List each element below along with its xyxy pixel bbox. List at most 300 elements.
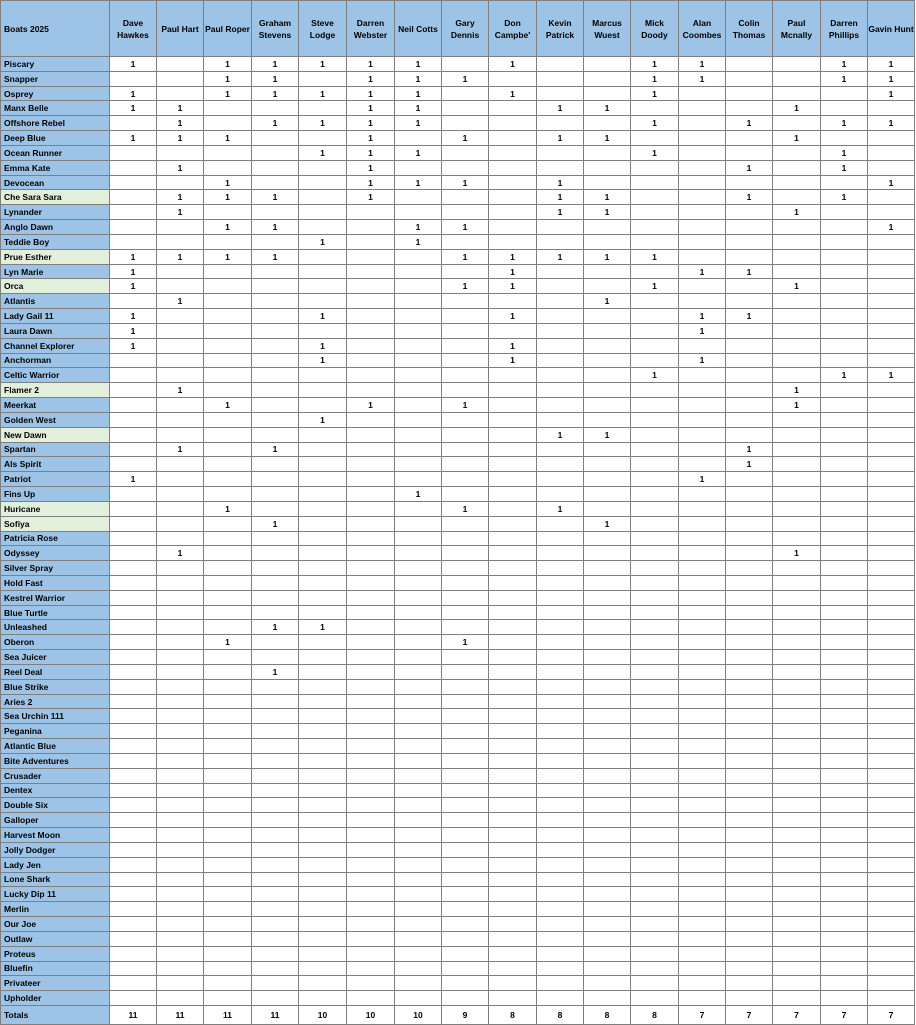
table-cell[interactable] <box>110 368 157 383</box>
table-cell[interactable] <box>157 991 204 1006</box>
table-cell[interactable] <box>584 353 631 368</box>
table-cell[interactable] <box>821 635 868 650</box>
table-cell[interactable] <box>726 991 773 1006</box>
table-cell[interactable] <box>584 531 631 546</box>
table-cell[interactable] <box>631 575 679 590</box>
boat-name-cell[interactable]: Deep Blue <box>1 131 110 146</box>
table-cell[interactable] <box>679 338 726 353</box>
table-cell[interactable] <box>157 709 204 724</box>
table-cell[interactable] <box>679 664 726 679</box>
table-cell[interactable] <box>110 679 157 694</box>
table-cell[interactable] <box>204 442 252 457</box>
table-cell[interactable] <box>489 368 537 383</box>
table-cell[interactable] <box>395 768 442 783</box>
table-cell[interactable] <box>773 412 821 427</box>
table-cell[interactable] <box>157 976 204 991</box>
table-cell[interactable]: 1 <box>537 427 584 442</box>
table-cell[interactable]: 1 <box>726 442 773 457</box>
table-cell[interactable] <box>868 442 915 457</box>
table-cell[interactable] <box>821 501 868 516</box>
table-cell[interactable] <box>537 57 584 72</box>
table-cell[interactable] <box>489 961 537 976</box>
table-cell[interactable] <box>726 605 773 620</box>
table-cell[interactable] <box>347 679 395 694</box>
table-cell[interactable]: 1 <box>584 101 631 116</box>
table-cell[interactable] <box>537 531 584 546</box>
table-cell[interactable] <box>631 857 679 872</box>
table-cell[interactable] <box>347 872 395 887</box>
table-cell[interactable] <box>204 679 252 694</box>
table-cell[interactable] <box>157 842 204 857</box>
table-cell[interactable]: 1 <box>631 279 679 294</box>
table-cell[interactable] <box>821 131 868 146</box>
table-cell[interactable] <box>489 635 537 650</box>
table-cell[interactable] <box>299 131 347 146</box>
column-header-skipper[interactable]: Don Campbe' <box>489 1 537 57</box>
table-cell[interactable] <box>252 338 299 353</box>
table-cell[interactable] <box>395 961 442 976</box>
table-cell[interactable] <box>252 101 299 116</box>
table-cell[interactable] <box>110 160 157 175</box>
table-cell[interactable] <box>584 323 631 338</box>
table-cell[interactable] <box>584 86 631 101</box>
table-cell[interactable]: 1 <box>537 190 584 205</box>
table-cell[interactable] <box>347 650 395 665</box>
table-cell[interactable] <box>868 650 915 665</box>
table-cell[interactable] <box>868 398 915 413</box>
table-cell[interactable] <box>204 457 252 472</box>
table-cell[interactable] <box>299 917 347 932</box>
table-cell[interactable] <box>395 442 442 457</box>
table-cell[interactable] <box>726 561 773 576</box>
table-cell[interactable]: 1 <box>110 279 157 294</box>
table-cell[interactable] <box>204 605 252 620</box>
table-cell[interactable] <box>584 561 631 576</box>
table-cell[interactable] <box>868 902 915 917</box>
table-cell[interactable] <box>442 694 489 709</box>
table-cell[interactable] <box>110 813 157 828</box>
table-cell[interactable] <box>868 709 915 724</box>
boat-name-cell[interactable]: Spartan <box>1 442 110 457</box>
table-cell[interactable] <box>489 220 537 235</box>
table-cell[interactable] <box>631 976 679 991</box>
table-cell[interactable] <box>442 931 489 946</box>
table-cell[interactable]: 1 <box>204 249 252 264</box>
table-cell[interactable] <box>631 546 679 561</box>
table-cell[interactable]: 1 <box>868 71 915 86</box>
boat-name-cell[interactable]: Jolly Dodger <box>1 842 110 857</box>
table-cell[interactable] <box>252 561 299 576</box>
table-cell[interactable] <box>157 71 204 86</box>
table-cell[interactable] <box>252 175 299 190</box>
table-cell[interactable]: 1 <box>868 116 915 131</box>
table-cell[interactable] <box>584 739 631 754</box>
table-cell[interactable]: 1 <box>773 101 821 116</box>
table-cell[interactable] <box>489 872 537 887</box>
table-cell[interactable] <box>204 205 252 220</box>
table-cell[interactable] <box>157 353 204 368</box>
table-cell[interactable]: 1 <box>252 220 299 235</box>
table-cell[interactable] <box>299 383 347 398</box>
table-cell[interactable] <box>110 190 157 205</box>
table-cell[interactable]: 1 <box>395 487 442 502</box>
table-cell[interactable] <box>204 709 252 724</box>
table-cell[interactable] <box>347 338 395 353</box>
table-cell[interactable] <box>489 783 537 798</box>
table-cell[interactable]: 1 <box>537 249 584 264</box>
boat-name-cell[interactable]: Patricia Rose <box>1 531 110 546</box>
table-cell[interactable] <box>204 234 252 249</box>
table-cell[interactable] <box>395 798 442 813</box>
table-cell[interactable] <box>631 383 679 398</box>
table-cell[interactable]: 1 <box>489 279 537 294</box>
table-cell[interactable] <box>442 664 489 679</box>
table-cell[interactable] <box>868 635 915 650</box>
table-cell[interactable] <box>537 887 584 902</box>
table-cell[interactable] <box>584 991 631 1006</box>
table-cell[interactable]: 1 <box>347 131 395 146</box>
table-cell[interactable] <box>299 783 347 798</box>
table-cell[interactable] <box>679 783 726 798</box>
table-cell[interactable]: 1 <box>631 86 679 101</box>
boat-name-cell[interactable]: Anglo Dawn <box>1 220 110 235</box>
table-cell[interactable] <box>537 694 584 709</box>
table-cell[interactable]: 1 <box>395 57 442 72</box>
table-cell[interactable] <box>584 442 631 457</box>
table-cell[interactable] <box>489 427 537 442</box>
table-cell[interactable]: 1 <box>442 398 489 413</box>
table-cell[interactable] <box>726 131 773 146</box>
table-cell[interactable] <box>537 724 584 739</box>
table-cell[interactable] <box>347 383 395 398</box>
table-cell[interactable] <box>868 768 915 783</box>
table-cell[interactable] <box>157 145 204 160</box>
boat-name-cell[interactable]: Channel Explorer <box>1 338 110 353</box>
table-cell[interactable] <box>679 753 726 768</box>
total-cell[interactable]: 7 <box>679 1006 726 1025</box>
table-cell[interactable] <box>347 546 395 561</box>
table-cell[interactable] <box>442 709 489 724</box>
table-cell[interactable] <box>395 353 442 368</box>
table-cell[interactable]: 1 <box>395 101 442 116</box>
table-cell[interactable] <box>726 961 773 976</box>
table-cell[interactable] <box>773 472 821 487</box>
table-cell[interactable] <box>157 86 204 101</box>
table-cell[interactable] <box>395 516 442 531</box>
table-cell[interactable] <box>726 487 773 502</box>
table-cell[interactable] <box>110 739 157 754</box>
table-cell[interactable] <box>347 887 395 902</box>
table-cell[interactable] <box>395 398 442 413</box>
table-cell[interactable] <box>252 887 299 902</box>
table-cell[interactable] <box>110 872 157 887</box>
table-cell[interactable] <box>204 768 252 783</box>
table-cell[interactable] <box>299 472 347 487</box>
table-cell[interactable] <box>726 798 773 813</box>
table-cell[interactable] <box>631 753 679 768</box>
table-cell[interactable] <box>395 531 442 546</box>
table-cell[interactable] <box>537 650 584 665</box>
table-cell[interactable] <box>442 516 489 531</box>
table-cell[interactable] <box>679 190 726 205</box>
table-cell[interactable] <box>110 976 157 991</box>
table-cell[interactable] <box>631 205 679 220</box>
boat-name-cell[interactable]: Prue Esther <box>1 249 110 264</box>
table-cell[interactable] <box>821 220 868 235</box>
table-cell[interactable] <box>584 798 631 813</box>
table-cell[interactable] <box>157 279 204 294</box>
table-cell[interactable] <box>489 190 537 205</box>
table-cell[interactable] <box>252 234 299 249</box>
table-cell[interactable] <box>395 650 442 665</box>
column-header-skipper[interactable]: Marcus Wuest <box>584 1 631 57</box>
table-cell[interactable] <box>347 531 395 546</box>
table-cell[interactable] <box>773 902 821 917</box>
table-cell[interactable]: 1 <box>726 457 773 472</box>
table-cell[interactable] <box>299 798 347 813</box>
table-cell[interactable] <box>110 561 157 576</box>
table-cell[interactable]: 1 <box>489 353 537 368</box>
table-cell[interactable] <box>395 753 442 768</box>
table-cell[interactable] <box>489 294 537 309</box>
table-cell[interactable] <box>584 57 631 72</box>
table-cell[interactable] <box>299 991 347 1006</box>
table-cell[interactable]: 1 <box>395 86 442 101</box>
table-cell[interactable] <box>442 887 489 902</box>
table-cell[interactable] <box>157 768 204 783</box>
table-cell[interactable] <box>442 768 489 783</box>
table-cell[interactable]: 1 <box>347 101 395 116</box>
table-cell[interactable] <box>157 175 204 190</box>
table-cell[interactable] <box>442 575 489 590</box>
table-cell[interactable] <box>868 546 915 561</box>
table-cell[interactable]: 1 <box>726 264 773 279</box>
table-cell[interactable] <box>489 442 537 457</box>
table-cell[interactable] <box>821 323 868 338</box>
table-cell[interactable]: 1 <box>442 71 489 86</box>
table-cell[interactable] <box>489 842 537 857</box>
table-cell[interactable] <box>868 279 915 294</box>
table-cell[interactable]: 1 <box>110 131 157 146</box>
table-cell[interactable] <box>110 620 157 635</box>
table-cell[interactable] <box>395 605 442 620</box>
table-cell[interactable] <box>868 160 915 175</box>
table-cell[interactable]: 1 <box>157 383 204 398</box>
table-cell[interactable] <box>395 976 442 991</box>
table-cell[interactable] <box>204 828 252 843</box>
table-cell[interactable] <box>299 531 347 546</box>
table-cell[interactable] <box>821 976 868 991</box>
table-cell[interactable] <box>157 531 204 546</box>
table-cell[interactable] <box>726 768 773 783</box>
table-cell[interactable] <box>347 205 395 220</box>
table-cell[interactable] <box>584 398 631 413</box>
table-cell[interactable] <box>395 338 442 353</box>
table-cell[interactable] <box>584 768 631 783</box>
table-cell[interactable]: 1 <box>537 501 584 516</box>
table-cell[interactable] <box>726 620 773 635</box>
table-cell[interactable] <box>442 472 489 487</box>
table-cell[interactable] <box>157 753 204 768</box>
table-cell[interactable]: 1 <box>347 71 395 86</box>
table-cell[interactable]: 1 <box>299 338 347 353</box>
table-cell[interactable] <box>631 338 679 353</box>
table-cell[interactable] <box>584 783 631 798</box>
table-cell[interactable]: 1 <box>347 116 395 131</box>
table-cell[interactable]: 1 <box>157 249 204 264</box>
table-cell[interactable] <box>773 220 821 235</box>
table-cell[interactable] <box>537 679 584 694</box>
boat-name-cell[interactable]: Privateer <box>1 976 110 991</box>
table-cell[interactable] <box>442 234 489 249</box>
table-cell[interactable] <box>442 412 489 427</box>
boat-name-cell[interactable]: Aries 2 <box>1 694 110 709</box>
table-cell[interactable] <box>442 590 489 605</box>
table-cell[interactable] <box>773 724 821 739</box>
table-cell[interactable] <box>489 798 537 813</box>
boat-name-cell[interactable]: Golden West <box>1 412 110 427</box>
table-cell[interactable]: 1 <box>631 145 679 160</box>
table-cell[interactable] <box>537 71 584 86</box>
table-cell[interactable] <box>489 650 537 665</box>
table-cell[interactable]: 1 <box>821 116 868 131</box>
table-cell[interactable] <box>252 205 299 220</box>
table-cell[interactable]: 1 <box>110 264 157 279</box>
table-cell[interactable] <box>489 546 537 561</box>
table-cell[interactable] <box>631 561 679 576</box>
table-cell[interactable] <box>252 605 299 620</box>
table-cell[interactable]: 1 <box>395 116 442 131</box>
table-cell[interactable] <box>347 664 395 679</box>
table-cell[interactable] <box>110 145 157 160</box>
table-cell[interactable] <box>679 620 726 635</box>
table-cell[interactable] <box>157 620 204 635</box>
table-cell[interactable] <box>631 190 679 205</box>
table-cell[interactable] <box>821 991 868 1006</box>
table-cell[interactable] <box>773 323 821 338</box>
table-cell[interactable] <box>204 412 252 427</box>
table-cell[interactable] <box>395 561 442 576</box>
table-cell[interactable] <box>299 961 347 976</box>
total-cell[interactable]: 11 <box>252 1006 299 1025</box>
boat-name-cell[interactable]: Flamer 2 <box>1 383 110 398</box>
table-cell[interactable] <box>726 590 773 605</box>
table-cell[interactable] <box>204 664 252 679</box>
table-cell[interactable] <box>868 501 915 516</box>
table-cell[interactable] <box>204 145 252 160</box>
table-cell[interactable]: 1 <box>252 516 299 531</box>
table-cell[interactable] <box>584 220 631 235</box>
table-cell[interactable] <box>204 961 252 976</box>
table-cell[interactable] <box>347 753 395 768</box>
table-cell[interactable] <box>821 857 868 872</box>
table-cell[interactable] <box>868 887 915 902</box>
table-cell[interactable] <box>395 546 442 561</box>
table-cell[interactable] <box>204 798 252 813</box>
table-cell[interactable] <box>157 427 204 442</box>
table-cell[interactable] <box>252 709 299 724</box>
table-cell[interactable] <box>868 353 915 368</box>
table-cell[interactable] <box>631 694 679 709</box>
table-cell[interactable] <box>631 531 679 546</box>
table-cell[interactable] <box>773 575 821 590</box>
table-cell[interactable] <box>537 368 584 383</box>
table-cell[interactable] <box>821 546 868 561</box>
table-cell[interactable] <box>299 398 347 413</box>
table-cell[interactable] <box>726 575 773 590</box>
table-cell[interactable] <box>204 516 252 531</box>
table-cell[interactable] <box>110 412 157 427</box>
table-cell[interactable] <box>157 590 204 605</box>
table-cell[interactable] <box>584 145 631 160</box>
table-cell[interactable] <box>631 457 679 472</box>
boat-name-cell[interactable]: Double Six <box>1 798 110 813</box>
table-cell[interactable] <box>726 872 773 887</box>
table-cell[interactable]: 1 <box>110 86 157 101</box>
table-cell[interactable] <box>252 398 299 413</box>
table-cell[interactable]: 1 <box>157 442 204 457</box>
table-cell[interactable] <box>821 946 868 961</box>
table-cell[interactable] <box>773 946 821 961</box>
table-cell[interactable] <box>868 872 915 887</box>
table-cell[interactable] <box>821 887 868 902</box>
table-cell[interactable] <box>584 501 631 516</box>
table-cell[interactable] <box>299 902 347 917</box>
boat-name-cell[interactable]: Galloper <box>1 813 110 828</box>
table-cell[interactable] <box>631 516 679 531</box>
table-cell[interactable] <box>584 368 631 383</box>
table-cell[interactable] <box>204 546 252 561</box>
table-cell[interactable]: 1 <box>537 175 584 190</box>
table-cell[interactable]: 1 <box>110 323 157 338</box>
table-cell[interactable] <box>821 798 868 813</box>
table-cell[interactable] <box>299 264 347 279</box>
table-cell[interactable]: 1 <box>204 501 252 516</box>
table-cell[interactable] <box>726 753 773 768</box>
table-cell[interactable] <box>299 249 347 264</box>
boat-name-cell[interactable]: Peganina <box>1 724 110 739</box>
table-cell[interactable] <box>631 709 679 724</box>
table-cell[interactable] <box>204 783 252 798</box>
table-cell[interactable] <box>489 175 537 190</box>
table-cell[interactable]: 1 <box>489 86 537 101</box>
boat-name-cell[interactable]: Atlantis <box>1 294 110 309</box>
table-cell[interactable] <box>110 383 157 398</box>
table-cell[interactable] <box>442 605 489 620</box>
table-cell[interactable] <box>537 487 584 502</box>
table-cell[interactable] <box>395 917 442 932</box>
table-cell[interactable] <box>442 813 489 828</box>
table-cell[interactable] <box>631 842 679 857</box>
table-cell[interactable] <box>299 501 347 516</box>
table-cell[interactable]: 1 <box>347 145 395 160</box>
boat-name-cell[interactable]: Sofiya <box>1 516 110 531</box>
table-cell[interactable] <box>537 739 584 754</box>
column-header-skipper[interactable]: Alan Coombes <box>679 1 726 57</box>
table-cell[interactable] <box>773 249 821 264</box>
table-cell[interactable]: 1 <box>726 160 773 175</box>
table-cell[interactable] <box>347 368 395 383</box>
table-cell[interactable] <box>868 694 915 709</box>
table-cell[interactable] <box>821 353 868 368</box>
table-cell[interactable] <box>347 234 395 249</box>
total-cell[interactable]: 9 <box>442 1006 489 1025</box>
table-cell[interactable] <box>868 487 915 502</box>
table-cell[interactable] <box>110 664 157 679</box>
table-cell[interactable] <box>110 516 157 531</box>
boat-name-cell[interactable]: Lyn Marie <box>1 264 110 279</box>
boat-name-cell[interactable]: Sea Urchin 111 <box>1 709 110 724</box>
